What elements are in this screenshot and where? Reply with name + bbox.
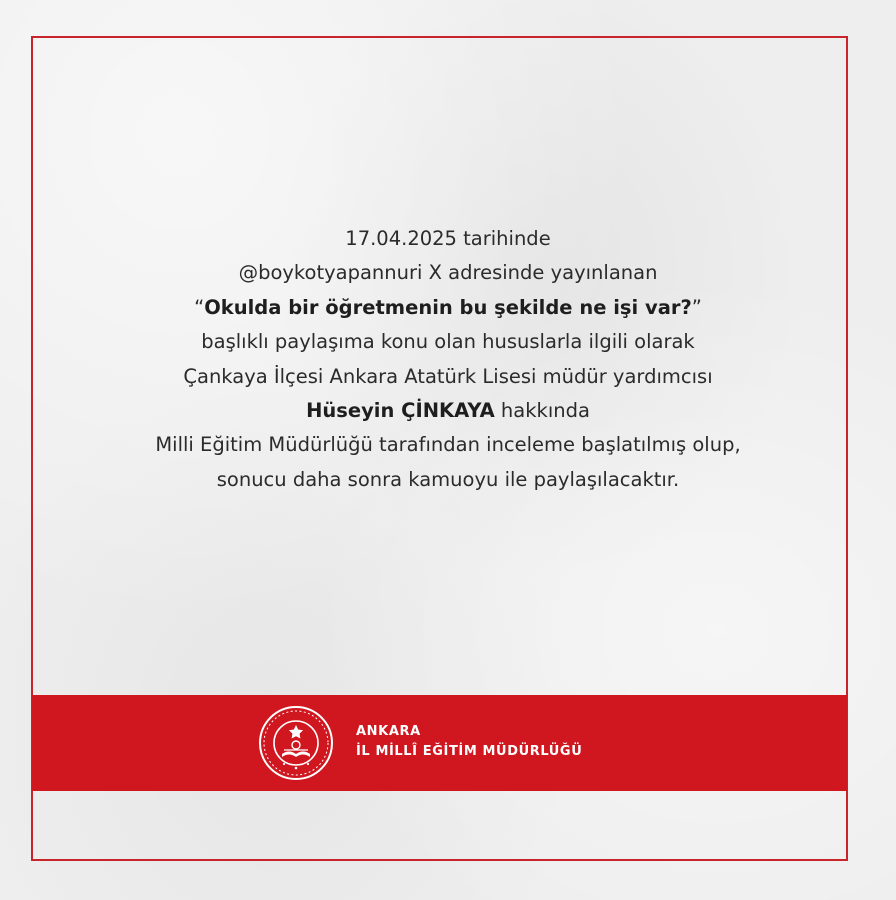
quoted-post-title: Okulda bir öğretmenin bu şekilde ne işi var? — [204, 295, 692, 319]
notice-source-line: @boykotyapannuri X adresinde yayınlanan — [238, 261, 658, 285]
person-name: Hüseyin ÇİNKAYA — [306, 399, 495, 423]
notice-quote-line — [40, 291, 856, 325]
notice-person-line — [40, 394, 856, 428]
notice-investigation-line: Milli Eğitim Müdürlüğü tarafından inceleme başlatılmış olup, — [155, 433, 741, 457]
organization-name — [356, 722, 582, 762]
meb-seal-icon — [258, 705, 334, 781]
notice-date-line: 17.04.2025 tarihinde — [345, 227, 551, 250]
notice-text — [40, 222, 856, 497]
notice-position-line: Çankaya İlçesi Ankara Atatürk Lisesi müdür yardımcısı — [183, 364, 713, 388]
notice-subject-line: başlıklı paylaşıma konu olan hususlarla ilgili olarak — [201, 330, 695, 354]
org-title: İL MİLLÎ EĞİTİM MÜDÜRLÜĞÜ — [356, 744, 583, 759]
org-city: ANKARA — [356, 724, 421, 739]
quote-open-mark: “ — [194, 295, 205, 319]
person-suffix: hakkında — [494, 399, 590, 423]
notice-conclusion-line: sonucu daha sonra kamuoyu ile paylaşılacaktır. — [216, 467, 680, 491]
quote-close-mark: ” — [691, 295, 702, 319]
